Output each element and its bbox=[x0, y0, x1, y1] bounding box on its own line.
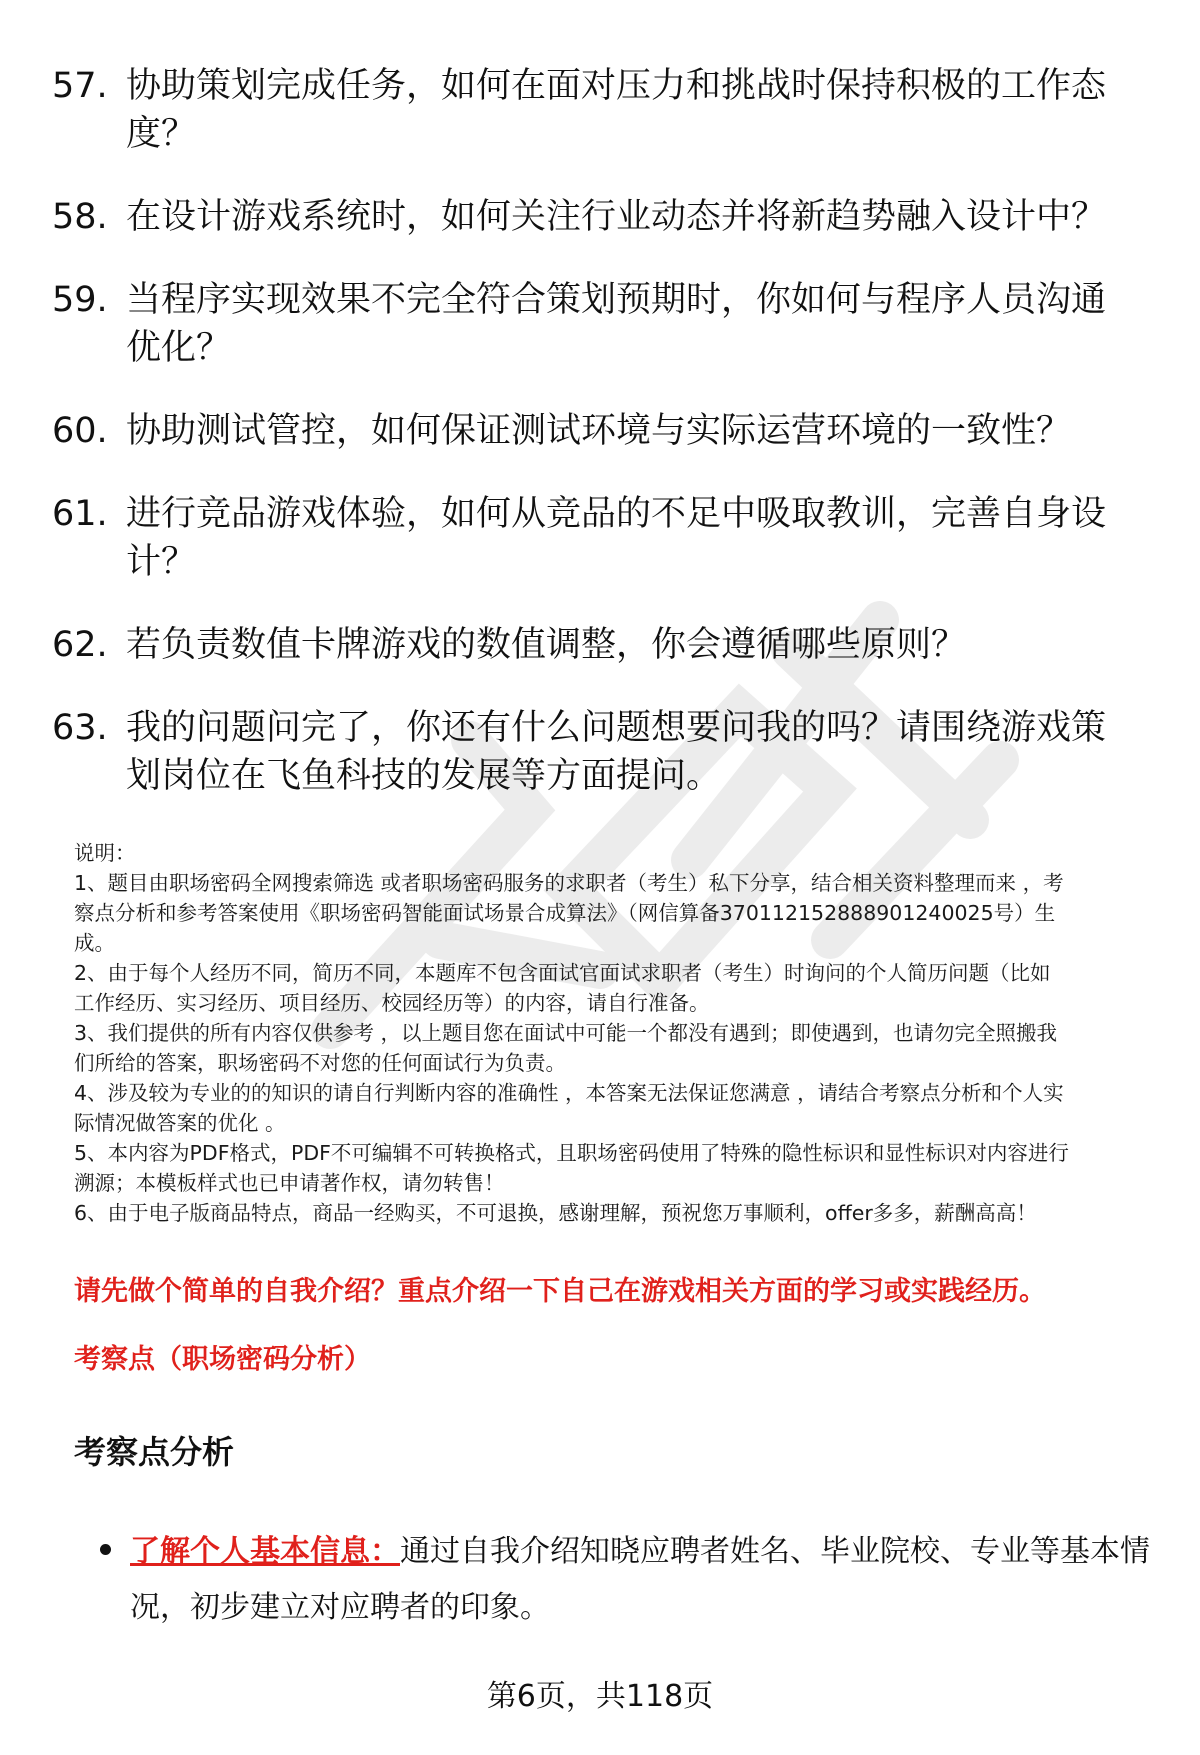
bullet-text bbox=[130, 1524, 1160, 1636]
question-text-line: 协助策划完成任务，如何在面对压力和挑战时保持积极的工作态 bbox=[126, 66, 1107, 106]
question-list bbox=[52, 62, 1152, 835]
question-item-61 bbox=[52, 490, 1152, 586]
question-number: 57. bbox=[52, 66, 108, 106]
page-footer: 第6页，共118页 bbox=[486, 1679, 714, 1714]
analysis-subtitle: 考察点（职场密码分析） bbox=[74, 1344, 371, 1375]
question-text-line: 当程序实现效果不完全符合策划预期时，你如何与程序人员沟通 bbox=[126, 280, 1107, 320]
notes-heading: 说明： bbox=[74, 841, 136, 865]
notes-line: 2、由于每个人经历不同，简历不同，本题库不包含面试官面试求职者（考生）时询问的个人简历问题（比如 bbox=[74, 961, 1051, 985]
highlighted-question: 请先做个简单的自我介绍？重点介绍一下自己在游戏相关方面的学习或实践经历。 bbox=[74, 1276, 1046, 1307]
question-number: 63. bbox=[52, 708, 108, 748]
question-text-line: 若负责数值卡牌游戏的数值调整，你会遵循哪些原则？ bbox=[126, 625, 967, 665]
question-text-line: 计？ bbox=[126, 542, 197, 582]
question-text-line: 进行竞品游戏体验，如何从竞品的不足中吸取教训，完善自身设 bbox=[126, 494, 1107, 534]
bullet-lead: 了解个人基本信息： bbox=[130, 1534, 400, 1569]
notes-line: 5、本内容为PDF格式，PDF不可编辑不可转换格式，且职场密码使用了特殊的隐性标识和显性标识对内容进行 bbox=[74, 1141, 1069, 1165]
notes-line: 察点分析和参考答案使用《职场密码智能面试场景合成算法》（网信算备370112152888901240025号）生 bbox=[74, 901, 1056, 925]
question-item-57 bbox=[52, 62, 1152, 158]
question-number: 60. bbox=[52, 411, 108, 451]
notes-line: 6、由于电子版商品特点，商品一经购买，不可退换，感谢理解，预祝您万事顺利，offer多多，薪酬高高！ bbox=[74, 1201, 1037, 1225]
question-item-60 bbox=[52, 407, 1152, 455]
bullet-point bbox=[100, 1524, 1160, 1636]
question-number: 61. bbox=[52, 494, 108, 534]
question-text-line: 在设计游戏系统时，如何关注行业动态并将新趋势融入设计中？ bbox=[126, 197, 1107, 237]
question-number: 62. bbox=[52, 625, 108, 665]
question-item-59 bbox=[52, 276, 1152, 372]
question-text-line: 优化？ bbox=[126, 328, 232, 368]
question-item-62 bbox=[52, 621, 1152, 669]
question-item-63 bbox=[52, 704, 1152, 800]
bullet-body: 通过自我介绍知晓应聘者姓名、毕业院校、专业等基本情 bbox=[400, 1534, 1150, 1569]
question-text-line: 协助测试管控，如何保证测试环境与实际运营环境的一致性？ bbox=[126, 411, 1072, 451]
notes-line: 溯源；本模板样式也已申请著作权，请勿转售！ bbox=[74, 1171, 505, 1195]
question-text-line: 度？ bbox=[126, 114, 197, 154]
notes-line: 3、我们提供的所有内容仅供参考 ，以上题目您在面试中可能一个都没有遇到；即使遇到，也请勿完全照搬我 bbox=[74, 1021, 1058, 1045]
notes-section bbox=[74, 838, 1164, 1228]
question-number: 58. bbox=[52, 197, 108, 237]
notes-line: 工作经历、实习经历、项目经历、校园经历等）的内容，请自行准备。 bbox=[74, 991, 710, 1015]
notes-line: 际情况做答案的优化 。 bbox=[74, 1111, 286, 1135]
bullet-dot-icon bbox=[100, 1544, 111, 1555]
notes-line: 成。 bbox=[74, 931, 115, 955]
notes-line: 1、题目由职场密码全网搜索筛选 或者职场密码服务的求职者（考生）私下分享，结合相关资料整理而来 ，考 bbox=[74, 871, 1064, 895]
bullet-body-continued: 况，初步建立对应聘者的印象。 bbox=[130, 1590, 550, 1625]
question-number: 59. bbox=[52, 280, 108, 320]
question-item-58 bbox=[52, 193, 1152, 241]
notes-line: 们所给的答案，职场密码不对您的任何面试行为负责。 bbox=[74, 1051, 566, 1075]
section-title: 考察点分析 bbox=[74, 1433, 235, 1471]
notes-line: 4、涉及较为专业的的知识的请自行判断内容的准确性 ，本答案无法保证您满意 ，请结合考察点分析和个人实 bbox=[74, 1081, 1064, 1105]
question-text-line: 我的问题问完了，你还有什么问题想要问我的吗？请围绕游戏策 bbox=[126, 708, 1107, 748]
question-text-line: 划岗位在飞鱼科技的发展等方面提问。 bbox=[126, 756, 722, 796]
